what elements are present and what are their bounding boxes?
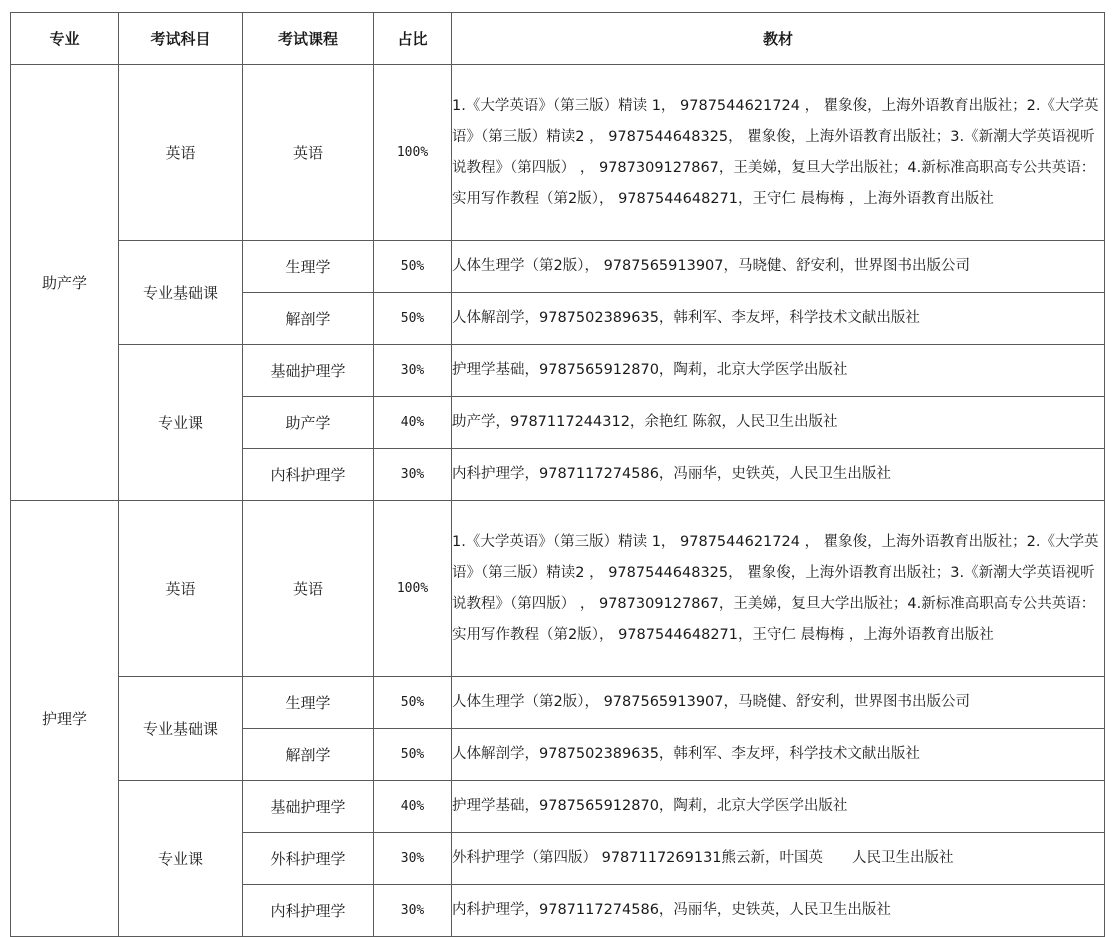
textbook-cell: 外科护理学（第四版） 9787117269131熊云新，叶国英 人民卫生出版社 [452, 833, 1105, 885]
header-subject: 考试科目 [119, 13, 243, 65]
ratio-cell: 30% [374, 885, 452, 937]
textbook-cell: 人体生理学（第2版）， 9787565913907，马晓健、舒安利，世界图书出版公司 [452, 677, 1105, 729]
course-cell: 基础护理学 [243, 345, 374, 397]
textbook-cell: 1.《大学英语》（第三版）精读 1， 9787544621724 ， 瞿象俊，上海外语教育出版社；2.《大学英语》（第三版）精读2 ， 9787544648325， 瞿象俊，上海外语教育出版社；3.《新潮大学英语视听说教程》（第四版） ， 9787309127867，王美娣，复旦大学出版社；4.新标准高职高专公共英语：实用写作教程（第2版）， 9787544648271，王守仁 晨梅梅 ，上海外语教育出版社 [452, 501, 1105, 677]
textbook-cell: 助产学，9787117244312，余艳红 陈叙，人民卫生出版社 [452, 397, 1105, 449]
course-cell: 英语 [243, 501, 374, 677]
course-cell: 解剖学 [243, 729, 374, 781]
major-cell: 护理学 [11, 501, 119, 937]
ratio-cell: 50% [374, 293, 452, 345]
table-row [11, 65, 1105, 241]
textbook-cell: 1.《大学英语》（第三版）精读 1， 9787544621724 ， 瞿象俊，上海外语教育出版社；2.《大学英语》（第三版）精读2 ， 9787544648325， 瞿象俊，上海外语教育出版社；3.《新潮大学英语视听说教程》（第四版） ， 9787309127867，王美娣，复旦大学出版社；4.新标准高职高专公共英语：实用写作教程（第2版）， 9787544648271，王守仁 晨梅梅 ，上海外语教育出版社 [452, 65, 1105, 241]
header-row [11, 13, 1105, 65]
table-row [11, 781, 1105, 833]
header-textbook: 教材 [452, 13, 1105, 65]
table-row [11, 501, 1105, 677]
textbook-cell: 内科护理学，9787117274586，冯丽华，史铁英，人民卫生出版社 [452, 885, 1105, 937]
textbook-cell: 护理学基础，9787565912870，陶莉，北京大学医学出版社 [452, 345, 1105, 397]
ratio-cell: 50% [374, 729, 452, 781]
textbook-cell: 人体生理学（第2版）， 9787565913907，马晓健、舒安利，世界图书出版公司 [452, 241, 1105, 293]
ratio-cell: 50% [374, 677, 452, 729]
subject-cell: 专业课 [119, 781, 243, 937]
course-cell: 外科护理学 [243, 833, 374, 885]
ratio-cell: 50% [374, 241, 452, 293]
subject-cell: 专业基础课 [119, 677, 243, 781]
exam-textbook-table [10, 12, 1105, 937]
subject-cell: 专业课 [119, 345, 243, 501]
course-cell: 基础护理学 [243, 781, 374, 833]
ratio-cell: 40% [374, 397, 452, 449]
course-cell: 内科护理学 [243, 449, 374, 501]
textbook-cell: 人体解剖学，9787502389635，韩利军、李友坪，科学技术文献出版社 [452, 729, 1105, 781]
header-ratio: 占比 [374, 13, 452, 65]
ratio-cell: 40% [374, 781, 452, 833]
header-major: 专业 [11, 13, 119, 65]
textbook-cell: 人体解剖学，9787502389635，韩利军、李友坪，科学技术文献出版社 [452, 293, 1105, 345]
ratio-cell: 100% [374, 65, 452, 241]
subject-cell: 英语 [119, 65, 243, 241]
ratio-cell: 100% [374, 501, 452, 677]
table-row [11, 241, 1105, 293]
subject-cell: 英语 [119, 501, 243, 677]
table-row [11, 345, 1105, 397]
major-cell: 助产学 [11, 65, 119, 501]
subject-cell: 专业基础课 [119, 241, 243, 345]
header-course: 考试课程 [243, 13, 374, 65]
course-cell: 生理学 [243, 241, 374, 293]
textbook-cell: 内科护理学，9787117274586，冯丽华，史铁英，人民卫生出版社 [452, 449, 1105, 501]
course-cell: 解剖学 [243, 293, 374, 345]
textbook-cell: 护理学基础，9787565912870，陶莉，北京大学医学出版社 [452, 781, 1105, 833]
course-cell: 助产学 [243, 397, 374, 449]
table-row [11, 677, 1105, 729]
course-cell: 英语 [243, 65, 374, 241]
ratio-cell: 30% [374, 345, 452, 397]
course-cell: 内科护理学 [243, 885, 374, 937]
course-cell: 生理学 [243, 677, 374, 729]
ratio-cell: 30% [374, 449, 452, 501]
ratio-cell: 30% [374, 833, 452, 885]
